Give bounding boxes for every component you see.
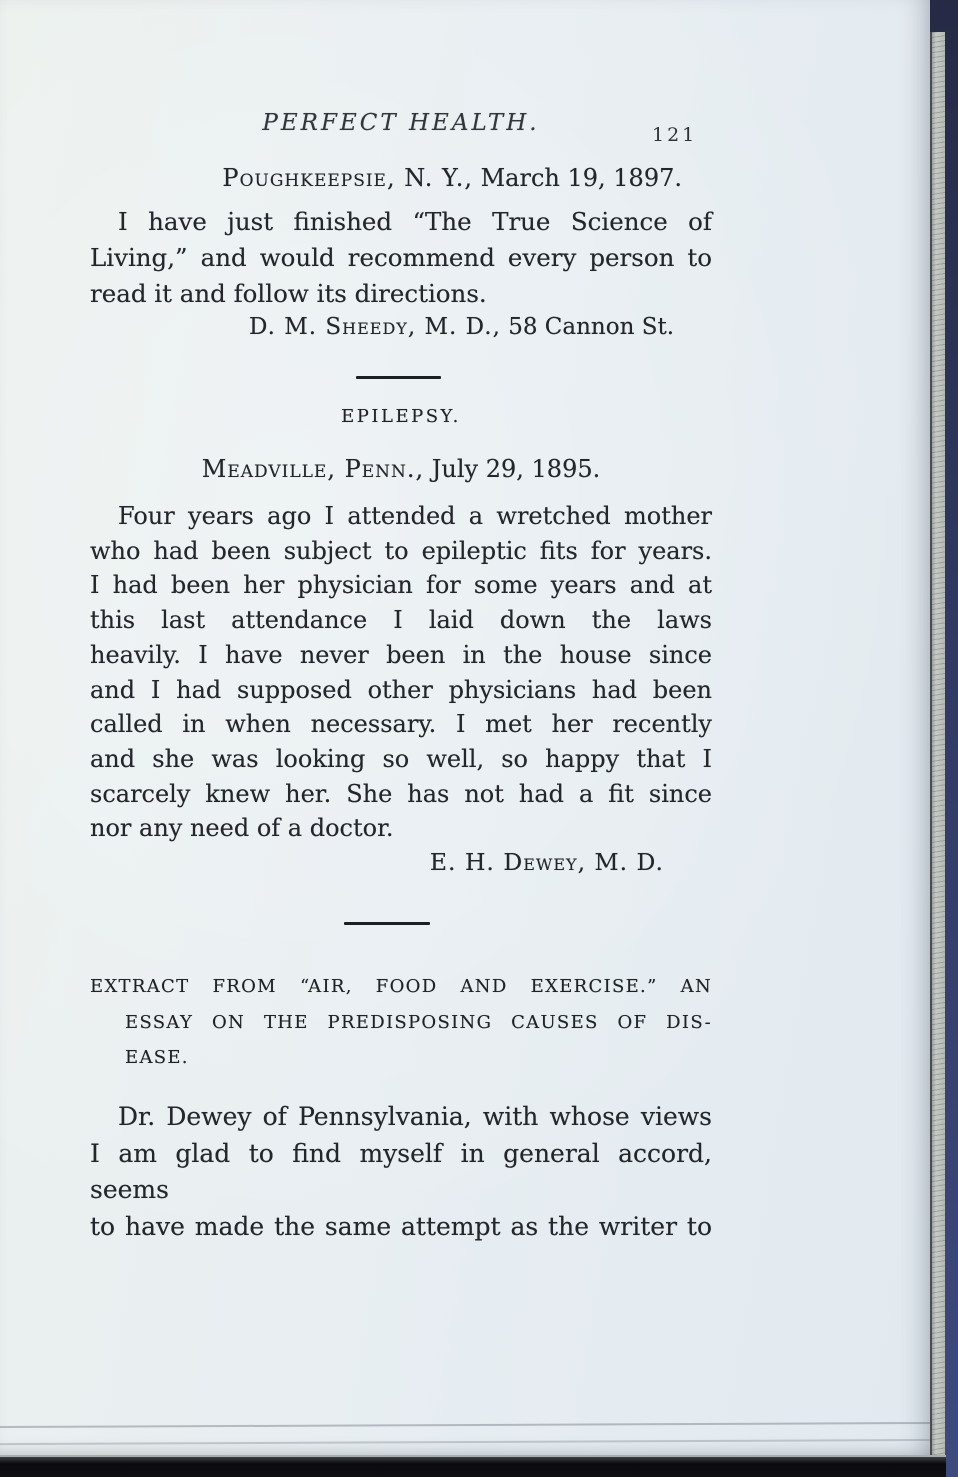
- text-line: heavily. I have never been in the house since: [90, 640, 712, 669]
- testimonial-sheedy-paragraph: [90, 204, 712, 312]
- signature-sheedy: [90, 314, 712, 340]
- text-line: I am glad to find myself in general accord, seems: [90, 1138, 712, 1204]
- text-line: Four years ago I attended a wretched mother: [118, 502, 712, 530]
- text-line: to have made the same attempt as the writer to: [90, 1211, 712, 1241]
- page-fore-edge: [930, 32, 945, 1456]
- dateline-place: Meadville, Penn.,: [201, 455, 425, 483]
- signature-name: D. M. Sheedy, M. D.,: [248, 314, 501, 340]
- dateline-poughkeepsie: [90, 164, 712, 192]
- section-divider: [344, 922, 430, 925]
- dateline-date: July 29, 1895.: [431, 455, 601, 483]
- text-line: nor any need of a doctor.: [90, 814, 394, 843]
- epilepsy-paragraph: [90, 499, 712, 846]
- text-line: Dr. Dewey of Pennsylvania, with whose views: [118, 1102, 712, 1131]
- text-line: EASE.: [125, 1047, 189, 1068]
- page-number: 121: [652, 124, 698, 146]
- text-line: read it and follow its directions.: [90, 279, 487, 308]
- text-line: who had been subject to epileptic fits for years.: [90, 536, 712, 565]
- signature-dewey: [90, 848, 712, 876]
- text-line: Living,” and would recommend every person to: [90, 243, 712, 272]
- extract-paragraph: [90, 1099, 712, 1245]
- text-line: scarcely knew her. She has not had a fit since: [90, 779, 712, 808]
- page-crease-line: [0, 1422, 938, 1428]
- dateline-meadville: [90, 455, 712, 483]
- dateline-date: March 19, 1897.: [480, 164, 682, 192]
- text-line: ESSAY ON THE PREDISPOSING CAUSES OF DIS-: [125, 1011, 712, 1033]
- signature-address: 58 Cannon St.: [508, 314, 674, 340]
- running-header: PERFECT HEALTH.: [262, 110, 540, 136]
- text-line: I have just finished “The True Science of: [118, 207, 712, 236]
- signature-name: E. H. Dewey, M. D.: [429, 848, 664, 876]
- text-line: called in when necessary. I met her recently: [90, 710, 712, 739]
- text-line: and she was looking so well, so happy that I: [90, 744, 712, 773]
- text-line: this last attendance I laid down the laws: [90, 606, 712, 635]
- text-line: I had been her physician for some years and at: [90, 571, 712, 600]
- dateline-place: Poughkeepsie, N. Y.,: [222, 164, 473, 192]
- extract-heading: [90, 969, 712, 1076]
- page-crease-line: [0, 1439, 946, 1445]
- section-divider: [356, 376, 441, 379]
- text-line: and I had supposed other physicians had been: [90, 675, 712, 704]
- page-bottom-shadow: [0, 1455, 946, 1477]
- text-line: EXTRACT FROM “AIR, FOOD AND EXERCISE.” AN: [90, 976, 712, 997]
- epilepsy-heading: EPILEPSY.: [341, 406, 461, 427]
